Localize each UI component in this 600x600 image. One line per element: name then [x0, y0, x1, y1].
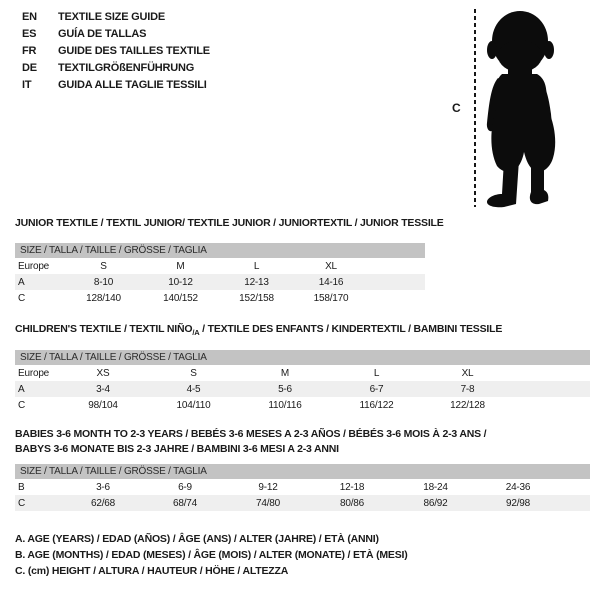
row-label: C: [15, 495, 62, 511]
table-cell: 12-13: [219, 274, 294, 290]
children-title-suffix: / TEXTILE DES ENFANTS / KINDERTEXTIL / BAMBINI TESSILE: [199, 323, 503, 335]
babies-table-title: [15, 427, 486, 457]
table-cell: M: [176, 260, 185, 272]
row-label: A: [15, 274, 65, 290]
spacer-cell: [368, 274, 425, 290]
spacer-cell: [368, 290, 425, 306]
table-cell: 9-12: [258, 481, 278, 493]
table-cell: XL: [325, 260, 337, 272]
spacer-cell: [513, 397, 590, 413]
table-row: [15, 290, 425, 306]
language-code: ES: [22, 28, 37, 40]
language-title: GUIDA ALLE TAGLIE TESSILI: [58, 79, 207, 91]
row-label: Europe: [18, 367, 50, 379]
children-table: [15, 350, 590, 413]
height-dashed-line: [474, 9, 476, 207]
language-row: [22, 60, 210, 77]
children-title-sub: /A: [192, 328, 200, 338]
table-cell: 98/104: [88, 399, 118, 411]
row-label: B: [18, 481, 25, 493]
table-row: [15, 365, 590, 381]
language-title: TEXTILE SIZE GUIDE: [58, 11, 166, 23]
language-row: [22, 26, 210, 43]
table-cell: 86/92: [394, 495, 477, 511]
row-label: Europe: [18, 260, 50, 272]
table-cell: 62/68: [62, 495, 144, 511]
table-cell: 122/128: [450, 399, 485, 411]
spacer-cell: [368, 258, 425, 274]
table-cell: S: [190, 367, 197, 379]
language-title: GUÍA DE TALLAS: [58, 28, 147, 40]
children-title-prefix: CHILDREN'S TEXTILE / TEXTIL NIÑO: [15, 323, 193, 335]
table-cell: 18-24: [423, 481, 448, 493]
table-row: [15, 495, 590, 511]
babies-size-header: SIZE / TALLA / TAILLE / GRÖSSE / TAGLIA: [15, 464, 590, 479]
table-cell: 12-18: [339, 481, 365, 493]
table-cell: 92/98: [477, 495, 559, 511]
table-cell: S: [100, 260, 107, 272]
legend: [15, 531, 408, 579]
table-cell: 3-4: [58, 381, 148, 397]
language-list: [22, 9, 210, 94]
language-row: [22, 43, 210, 60]
table-cell: XL: [461, 367, 474, 379]
table-row: [15, 397, 590, 413]
table-cell: 24-36: [505, 481, 531, 493]
language-code: IT: [22, 79, 32, 91]
table-cell: 68/74: [144, 495, 226, 511]
table-cell: 10-12: [142, 274, 219, 290]
legend-line-b: B. AGE (MONTHS) / EDAD (MESES) / ÂGE (MOIS) / ALTER (MONATE) / ETÀ (MESI): [15, 549, 408, 561]
table-row: [15, 479, 590, 495]
table-cell: 6-9: [178, 481, 192, 493]
language-row: [22, 77, 210, 94]
table-cell: 8-10: [65, 274, 142, 290]
table-cell: 7-8: [422, 381, 513, 397]
table-cell: 128/140: [86, 292, 121, 304]
table-cell: 152/158: [239, 292, 274, 304]
table-cell: 14-16: [294, 274, 368, 290]
table-cell: 158/170: [313, 292, 349, 304]
table-cell: 104/110: [176, 399, 211, 411]
row-label: C: [18, 399, 26, 411]
table-row: [15, 381, 590, 397]
children-table-title: [15, 322, 502, 340]
table-cell: 140/152: [163, 292, 198, 304]
spacer-cell: [559, 495, 590, 511]
table-cell: 5-6: [239, 381, 331, 397]
spacer-cell: [513, 365, 590, 381]
table-cell: L: [253, 260, 260, 272]
table-cell: 116/122: [359, 399, 394, 411]
table-cell: 6-7: [331, 381, 422, 397]
legend-line-a: A. AGE (YEARS) / EDAD (AÑOS) / ÂGE (ANS) / ALTER (JAHRE) / ETÀ (ANNI): [15, 533, 379, 545]
table-cell: 74/80: [226, 495, 310, 511]
junior-size-header: SIZE / TALLA / TAILLE / GRÖSSE / TAGLIA: [15, 243, 425, 258]
height-measure-label: C: [452, 101, 461, 115]
baby-silhouette-icon: [482, 8, 576, 208]
spacer-cell: [559, 479, 590, 495]
table-cell: 80/86: [310, 495, 394, 511]
junior-table: [15, 243, 425, 306]
language-code: EN: [22, 11, 37, 23]
babies-table: [15, 464, 590, 511]
table-cell: M: [280, 367, 290, 379]
table-row: [15, 274, 425, 290]
row-label: A: [15, 381, 58, 397]
children-size-header: SIZE / TALLA / TAILLE / GRÖSSE / TAGLIA: [15, 350, 590, 365]
table-cell: 3-6: [96, 481, 110, 493]
language-code: DE: [22, 62, 37, 74]
table-cell: 110/116: [268, 399, 302, 411]
language-code: FR: [22, 45, 37, 57]
junior-table-title: JUNIOR TEXTILE / TEXTIL JUNIOR/ TEXTILE JUNIOR / JUNIORTEXTIL / JUNIOR TESSILE: [15, 217, 444, 229]
language-row: [22, 9, 210, 26]
babies-title-line1: BABIES 3-6 MONTH TO 2-3 YEARS / BEBÉS 3-6 MESES A 2-3 AÑOS / BÉBÉS 3-6 MOIS À 2-3 ANS /: [15, 428, 487, 440]
table-row: [15, 258, 425, 274]
table-cell: XS: [96, 367, 110, 379]
legend-line-c: C. (cm) HEIGHT / ALTURA / HAUTEUR / HÖHE / ALTEZZA: [15, 565, 289, 577]
table-cell: L: [373, 367, 380, 379]
row-label: C: [18, 292, 26, 304]
table-cell: 4-5: [148, 381, 239, 397]
language-title: GUIDE DES TAILLES TEXTILE: [58, 45, 210, 57]
spacer-cell: [513, 381, 590, 397]
language-title: TEXTILGRÖßENFÜHRUNG: [58, 62, 195, 74]
babies-title-line2: BABYS 3-6 MONATE BIS 2-3 JAHRE / BAMBINI 3-6 MESI A 2-3 ANNI: [15, 443, 339, 455]
